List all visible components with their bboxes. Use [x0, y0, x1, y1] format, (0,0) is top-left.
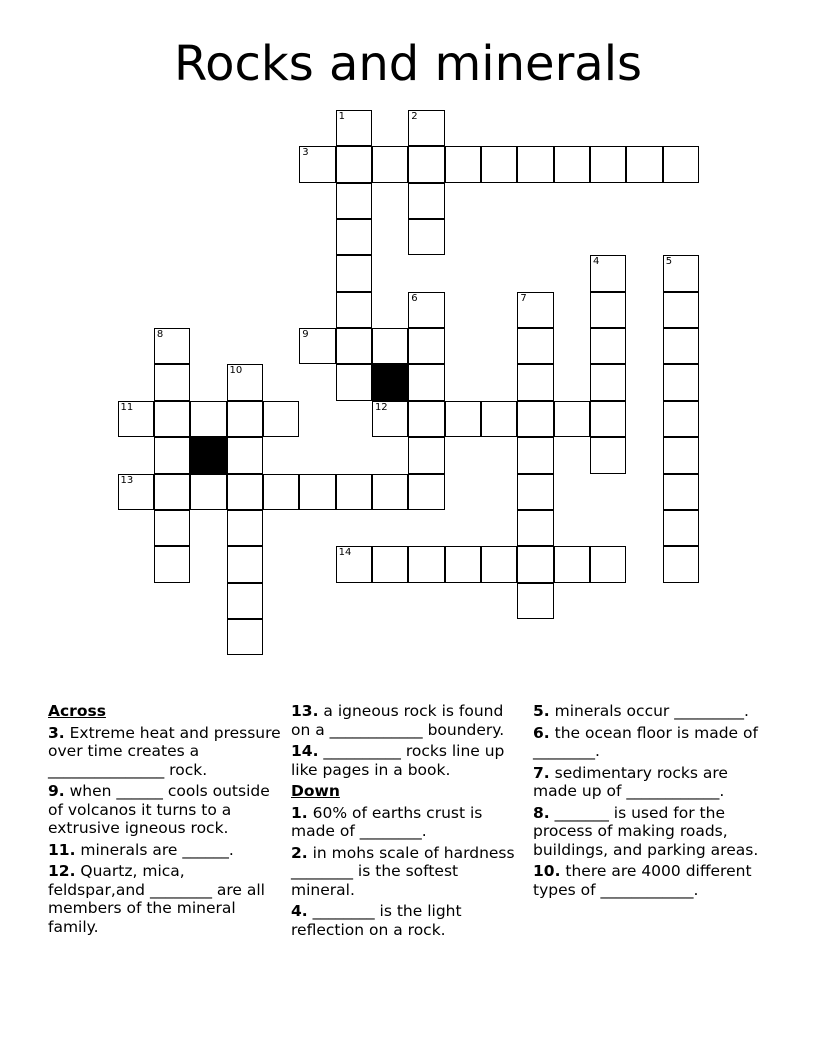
clue	[291, 902, 523, 939]
crossword-cell[interactable]	[227, 510, 263, 546]
clue-text: in mohs scale of hardness ________ is the softest mineral.	[291, 843, 515, 899]
crossword-cell[interactable]	[517, 328, 553, 364]
crossword-cell[interactable]	[408, 219, 444, 255]
crossword-cell[interactable]	[118, 474, 154, 510]
crossword-cell[interactable]	[554, 146, 590, 182]
clue-number: 14.	[291, 742, 319, 760]
crossword-cell[interactable]	[154, 546, 190, 582]
crossword-cell[interactable]	[227, 474, 263, 510]
page-title: Rocks and minerals	[173, 36, 643, 92]
clue	[533, 724, 773, 761]
crossword-cell[interactable]	[372, 146, 408, 182]
crossword-cell[interactable]	[481, 146, 517, 182]
clue-text: Extreme heat and pressure over time creates a _______________ rock.	[48, 723, 281, 779]
crossword-cell[interactable]	[663, 292, 699, 328]
crossword-cell[interactable]	[554, 546, 590, 582]
crossword-cell[interactable]	[154, 401, 190, 437]
crossword-cell[interactable]	[408, 437, 444, 473]
clue-number-label: 6	[411, 292, 418, 304]
blocked-cell	[190, 437, 226, 473]
crossword-cell[interactable]	[481, 401, 517, 437]
crossword-cell[interactable]	[336, 146, 372, 182]
crossword-cell[interactable]	[227, 583, 263, 619]
crossword-cell[interactable]	[336, 328, 372, 364]
clue-number: 13.	[291, 702, 319, 720]
crossword-cell[interactable]	[336, 183, 372, 219]
clue	[48, 862, 284, 936]
clue-text: minerals are ______.	[75, 840, 234, 859]
crossword-cell[interactable]	[190, 401, 226, 437]
crossword-cell[interactable]	[663, 546, 699, 582]
crossword-cell[interactable]	[481, 546, 517, 582]
clue-column-1	[48, 702, 284, 939]
clue-number: 1.	[291, 803, 308, 822]
crossword-cell[interactable]	[663, 364, 699, 400]
crossword-cell[interactable]	[154, 510, 190, 546]
blocked-cell	[372, 364, 408, 400]
clue-number-label: 10	[229, 365, 243, 377]
crossword-cell[interactable]	[663, 328, 699, 364]
crossword-cell[interactable]	[408, 328, 444, 364]
clue-number-label: 12	[374, 401, 388, 413]
crossword-cell[interactable]	[372, 546, 408, 582]
crossword-cell[interactable]	[154, 328, 190, 364]
crossword-cell[interactable]	[590, 292, 626, 328]
crossword-cell[interactable]	[445, 401, 481, 437]
crossword-cell[interactable]	[336, 110, 372, 146]
clue-number-label: 9	[302, 329, 309, 341]
down-clue-list	[291, 804, 523, 940]
crossword-cell[interactable]	[154, 437, 190, 473]
clue-number-label: 14	[338, 547, 352, 559]
crossword-cell[interactable]	[408, 183, 444, 219]
clue-number-label: 2	[411, 111, 418, 122]
crossword-cell[interactable]	[554, 401, 590, 437]
crossword-cell[interactable]	[408, 292, 444, 328]
clue-text: sedimentary rocks are made up of ____________.	[533, 763, 728, 800]
clue-text: Quartz, mica, feldspar,and ________ are all members of the mineral family.	[48, 862, 265, 936]
clue-text: when ______ cools outside of volcanos it turns to a extrusive igneous rock.	[48, 782, 270, 837]
clue-number-label: 8	[156, 329, 164, 341]
clue	[533, 804, 773, 860]
clue	[533, 764, 773, 801]
clue-column-2	[291, 702, 523, 942]
crossword-cell[interactable]	[517, 146, 553, 182]
crossword-cell[interactable]	[590, 437, 626, 473]
crossword-cell[interactable]	[445, 146, 481, 182]
clue-number-label: 4	[593, 256, 600, 268]
clue-number-label: 11	[120, 401, 134, 413]
across-clue-list	[48, 724, 284, 937]
clue-number-label: 7	[520, 292, 527, 304]
crossword-cell[interactable]	[372, 401, 408, 437]
clue-column-3	[533, 702, 773, 902]
clue	[48, 782, 284, 838]
clue-number: 8.	[533, 803, 550, 822]
clue-number: 10.	[533, 862, 561, 880]
clue	[291, 844, 523, 900]
crossword-cell[interactable]	[299, 474, 335, 510]
crossword-cell[interactable]	[590, 364, 626, 400]
crossword-cell[interactable]	[408, 110, 444, 146]
clue-text: ________ is the light reflection on a rock.	[291, 902, 462, 939]
crossword-cell[interactable]	[663, 146, 699, 182]
crossword-cell[interactable]	[299, 328, 335, 364]
clue-number-label: 5	[665, 256, 673, 268]
across-clue-list-continued	[291, 702, 523, 779]
clue-text: 60% of earths crust is made of ________.	[291, 803, 483, 840]
crossword-cell[interactable]	[408, 364, 444, 400]
clue-number: 2.	[291, 843, 308, 862]
crossword-cell[interactable]	[118, 401, 154, 437]
crossword-cell[interactable]	[227, 364, 263, 400]
down-clue-list-continued	[533, 702, 773, 899]
crossword-cell[interactable]	[372, 328, 408, 364]
clue-text: the ocean floor is made of ________.	[533, 723, 758, 760]
crossword-cell[interactable]	[154, 474, 190, 510]
clue-text: minerals occur _________.	[549, 702, 749, 720]
clue-text: __________ rocks line up like pages in a book.	[291, 742, 505, 779]
crossword-cell[interactable]	[263, 401, 299, 437]
crossword-cell[interactable]	[663, 510, 699, 546]
clue	[291, 804, 523, 841]
across-heading: Across	[48, 702, 106, 720]
clue-number: 5.	[533, 702, 550, 720]
crossword-cell[interactable]	[408, 546, 444, 582]
crossword-cell[interactable]	[517, 583, 553, 619]
down-heading: Down	[291, 782, 340, 800]
crossword-cell[interactable]	[517, 401, 553, 437]
crossword-cell[interactable]	[263, 474, 299, 510]
crossword-cell[interactable]	[336, 474, 372, 510]
clue	[48, 841, 284, 860]
crossword-cell[interactable]	[663, 437, 699, 473]
clue-number-label: 3	[302, 147, 309, 159]
crossword-cell[interactable]	[590, 255, 626, 291]
crossword-cell[interactable]	[517, 510, 553, 546]
crossword-cell[interactable]	[154, 364, 190, 400]
crossword-cell[interactable]	[408, 474, 444, 510]
clue	[533, 862, 773, 899]
clue-number: 12.	[48, 862, 76, 880]
clue-number: 11.	[48, 840, 76, 859]
crossword-cell[interactable]	[517, 437, 553, 473]
crossword-cell[interactable]	[299, 146, 335, 182]
clue	[291, 702, 523, 739]
clue-number: 4.	[291, 902, 308, 920]
crossword-cell[interactable]	[336, 292, 372, 328]
crossword-cell[interactable]	[590, 146, 626, 182]
crossword-cell[interactable]	[663, 255, 699, 291]
crossword-cell[interactable]	[408, 401, 444, 437]
crossword-cell[interactable]	[227, 401, 263, 437]
clue-number: 3.	[48, 723, 65, 742]
crossword-cell[interactable]	[663, 401, 699, 437]
crossword-cell[interactable]	[336, 546, 372, 582]
clue	[533, 702, 773, 721]
crossword-cell[interactable]	[626, 146, 662, 182]
clue-number: 6.	[533, 723, 550, 742]
crossword-cell[interactable]	[590, 401, 626, 437]
clue-text: _______ is used for the process of making roads, buildings, and parking areas.	[533, 803, 759, 859]
clue-number: 9.	[48, 782, 65, 800]
clue-text: a igneous rock is found on a ____________ boundery.	[291, 702, 505, 739]
clue-number-label: 1	[338, 111, 345, 122]
crossword-cell[interactable]	[227, 546, 263, 582]
crossword-cell[interactable]	[227, 619, 263, 655]
crossword-cell[interactable]	[336, 255, 372, 291]
clue-number: 7.	[533, 763, 550, 782]
clue-number-label: 13	[120, 474, 134, 486]
crossword-cell[interactable]	[517, 474, 553, 510]
crossword-cell[interactable]	[336, 219, 372, 255]
clue	[48, 724, 284, 780]
crossword-cell[interactable]	[445, 546, 481, 582]
crossword-cell[interactable]	[517, 546, 553, 582]
clue-text: there are 4000 different types of ____________.	[533, 862, 752, 899]
crossword-cell[interactable]	[590, 328, 626, 364]
crossword-cell[interactable]	[190, 474, 226, 510]
crossword-cell[interactable]	[336, 364, 372, 400]
crossword-cell[interactable]	[517, 292, 553, 328]
crossword-cell[interactable]	[408, 146, 444, 182]
crossword-cell[interactable]	[517, 364, 553, 400]
crossword-cell[interactable]	[372, 474, 408, 510]
crossword-cell[interactable]	[590, 546, 626, 582]
clue	[291, 742, 523, 779]
crossword-cell[interactable]	[663, 474, 699, 510]
crossword-cell[interactable]	[227, 437, 263, 473]
